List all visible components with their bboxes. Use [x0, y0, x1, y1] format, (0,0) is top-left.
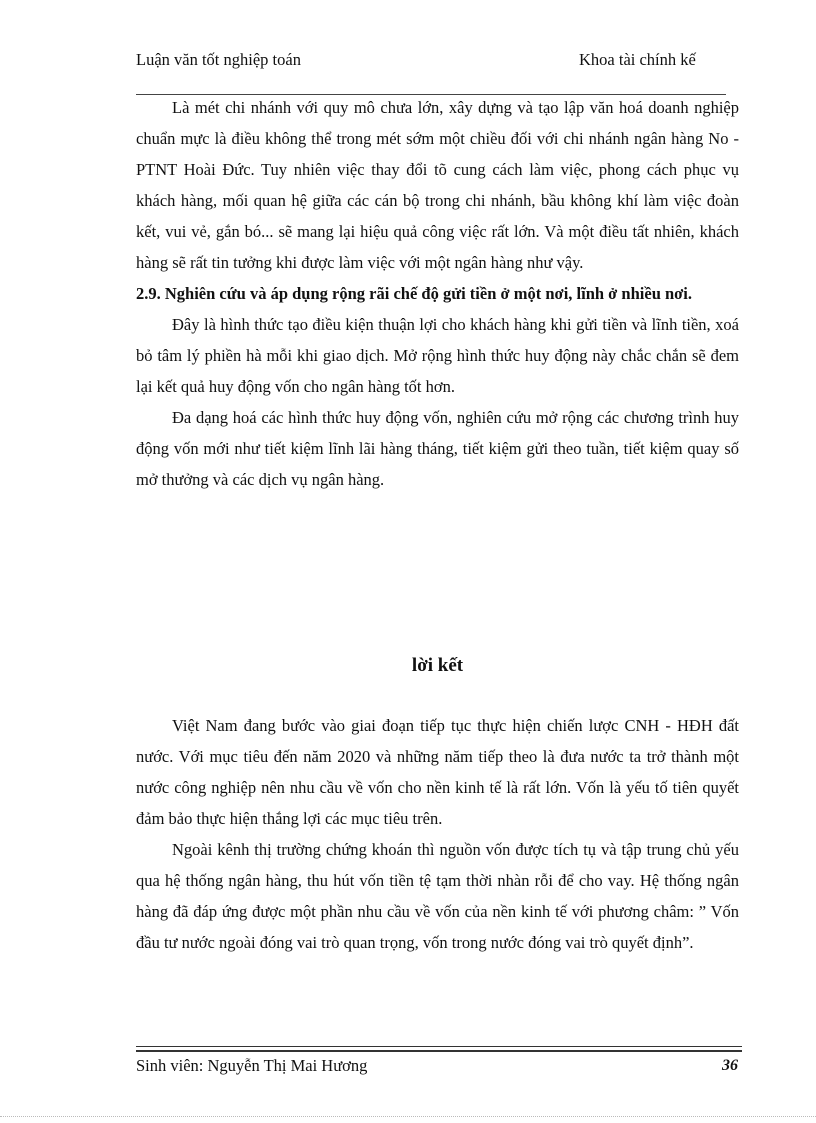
conclusion-paragraph-1: Việt Nam đang bước vào giai đoạn tiếp tục thực hiện chiến lược CNH - HĐH đất nước. Với mục tiêu đến năm 2020 và những năm tiếp theo là đưa nước ta trở thành một nước công nghiệp nên nhu cầu về vốn cho nền kinh tế là rất lớn. Vốn là yếu tố tiên quyết đảm bảo thực hiện thắng lợi các mục tiêu trên. — [136, 716, 739, 828]
footer-divider-thin — [136, 1046, 742, 1047]
footer-student-name: Sinh viên: Nguyễn Thị Mai Hương — [136, 1056, 368, 1075]
main-body — [136, 92, 739, 495]
header-thesis-label: Luận văn tốt nghiệp toán — [136, 50, 301, 69]
footer-page-number: 36 — [722, 1057, 738, 1074]
body-paragraph-1: Là mét chi nhánh với quy mô chưa lớn, xây dựng và tạo lập văn hoá doanh nghiệp chuẩn mực là điều không thể trong mét sớm một chiều đối với chi nhánh ngân hàng No - PTNT Hoài Đức. Tuy nhiên việc thay đổi tõ cung cách làm việc, phong cách phục vụ khách hàng, mối quan hệ giữa các cán bộ trong chi nhánh, bầu không khí làm việc đoàn kết, vui vẻ, gắn bó... sẽ mang lại hiệu quả công việc rất lớn. Và một điều tất nhiên, khách hàng sẽ rất tin tưởng khi được làm việc với một ngân hàng như vậy. — [136, 98, 739, 272]
conclusion-body — [136, 710, 739, 958]
section-heading-2-9: 2.9. Nghiên cứu và áp dụng rộng rãi chế độ gửi tiền ở một nơi, lĩnh ở nhiều nơi. — [136, 284, 693, 303]
header-department-label: Khoa tài chính kế — [579, 50, 696, 69]
body-paragraph-3: Đa dạng hoá các hình thức huy động vốn, nghiên cứu mở rộng các chương trình huy động vốn mới như tiết kiệm lĩnh lãi hàng tháng, tiết kiệm gửi theo tuần, tiết kiệm quay số mở thưởng và các dịch vụ ngân hàng. — [136, 408, 739, 489]
page-bottom-edge — [0, 1116, 816, 1117]
conclusion-paragraph-2: Ngoài kênh thị trường chứng khoán thì nguồn vốn được tích tụ và tập trung chủ yếu qua hệ thống ngân hàng, thu hút vốn tiền tệ tạm thời nhàn rỗi để cho vay. Hệ thống ngân hàng đã đáp ứng được một phần nhu cầu về vốn của nền kinh tế với phương châm: ” Vốn đầu tư nước ngoài đóng vai trò quan trọng, vốn trong nước đóng vai trò quyết định”. — [136, 840, 739, 952]
body-paragraph-2: Đây là hình thức tạo điều kiện thuận lợi cho khách hàng khi gửi tiền và lĩnh tiền, xoá bỏ tâm lý phiền hà mỗi khi giao dịch. Mở rộng hình thức huy động này chắc chắn sẽ đem lại kết quả huy động vốn cho ngân hàng tốt hơn. — [136, 315, 739, 396]
conclusion-title: lời kết — [411, 655, 464, 676]
page-header — [136, 49, 726, 95]
footer-divider-thick — [136, 1050, 742, 1052]
